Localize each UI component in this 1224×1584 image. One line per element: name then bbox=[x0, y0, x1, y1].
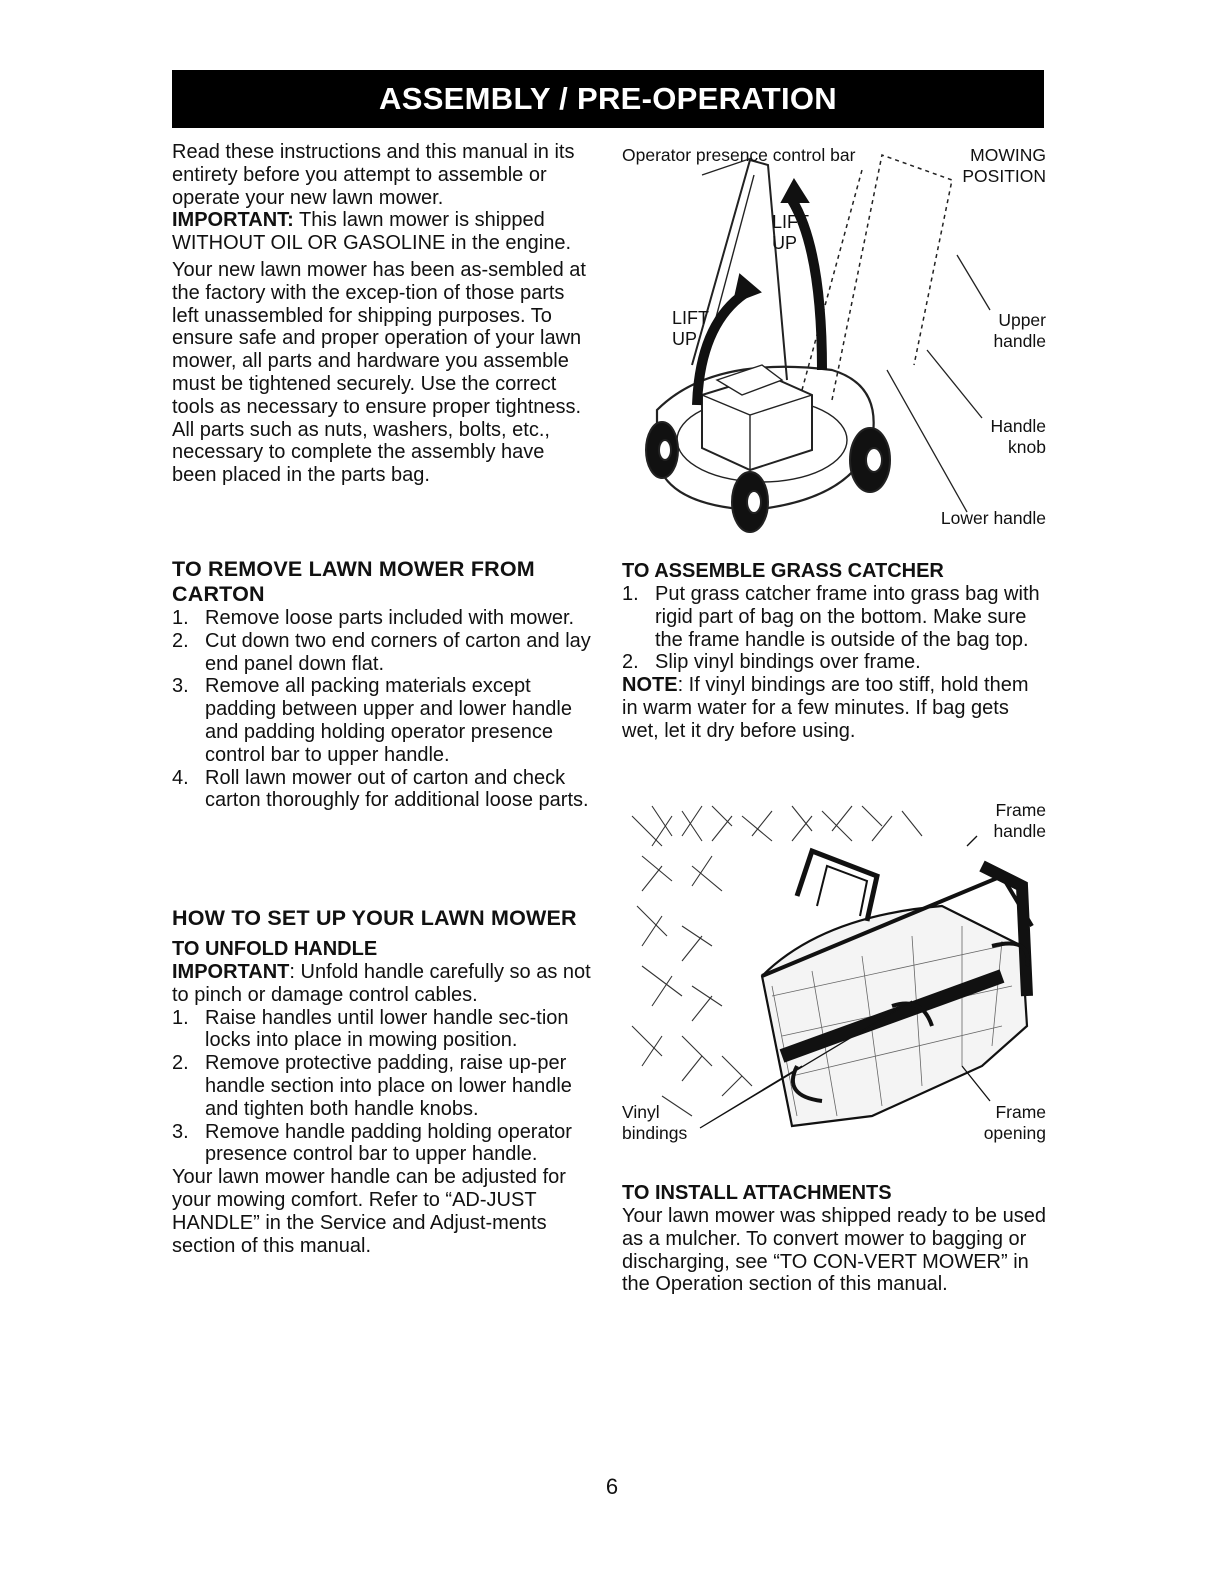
step-text: Remove loose parts included with mower. bbox=[205, 607, 575, 629]
step-item bbox=[172, 1007, 592, 1053]
step-text: Roll lawn mower out of carton and check carton thoroughly for additional loose parts. bbox=[205, 766, 589, 812]
mowing-position-label: MOWING POSITION bbox=[962, 145, 1046, 186]
intro-block bbox=[172, 141, 592, 487]
grass-catcher-illustration bbox=[622, 796, 1046, 1148]
setup-section bbox=[172, 906, 592, 1257]
important-label: IMPORTANT: bbox=[172, 209, 294, 232]
note-text: : If vinyl bindings are too stiff, hold them in warm water for a few minutes. If bag gets wet, let it dry before using. bbox=[622, 674, 1029, 742]
step-text: Put grass catcher frame into grass bag with rigid part of bag on the bottom. Make sure the frame handle is outside of the bag top. bbox=[655, 583, 1040, 651]
setup-section-title: HOW TO SET UP YOUR LAWN MOWER bbox=[172, 906, 577, 930]
note-label: NOTE bbox=[622, 674, 678, 697]
remove-steps-list bbox=[172, 607, 592, 812]
setup-important-text: : Unfold handle carefully so as not to pinch or damage control cables. bbox=[172, 961, 591, 1006]
step-number: 1. bbox=[622, 583, 639, 605]
step-number: 2. bbox=[172, 1052, 189, 1075]
important-paragraph bbox=[172, 209, 592, 255]
handle-knob-label: Handle knob bbox=[990, 416, 1046, 457]
unfold-handle-subtitle: TO UNFOLD HANDLE bbox=[172, 938, 378, 960]
setup-closing-paragraph: Your lawn mower handle can be adjusted for your mowing comfort. Refer to “AD-JUST HANDLE” in the Service and Adjust-ments section of this manual. bbox=[172, 1166, 566, 1257]
step-item bbox=[622, 651, 1046, 674]
step-item bbox=[172, 607, 592, 630]
step-number: 1. bbox=[172, 1006, 189, 1029]
grass-section bbox=[622, 559, 1046, 743]
intro-paragraph: Read these instructions and this manual in its entirety before you attempt to assemble or operate your new lawn mower. bbox=[172, 141, 575, 209]
step-number: 4. bbox=[172, 766, 189, 789]
step-number: 1. bbox=[172, 607, 189, 629]
remove-section bbox=[172, 557, 592, 812]
important-text: This lawn mower is shipped WITHOUT OIL OR GASOLINE in the engine. bbox=[172, 209, 572, 255]
step-item bbox=[172, 630, 592, 676]
grass-section-title: TO ASSEMBLE GRASS CATCHER bbox=[622, 560, 944, 582]
grass-steps-list bbox=[622, 583, 1046, 674]
frame-handle-label: Frame handle bbox=[993, 800, 1046, 841]
step-item bbox=[172, 675, 592, 766]
attachments-paragraph: Your lawn mower was shipped ready to be used as a mulcher. To convert mower to bagging or discharging, see “TO CON-VERT MOWER” in the Operation section of this manual. bbox=[622, 1205, 1046, 1296]
step-item bbox=[172, 767, 592, 813]
grass-note-paragraph bbox=[622, 674, 1046, 742]
step-item bbox=[622, 583, 1046, 651]
frame-opening-label: Frame opening bbox=[983, 1102, 1046, 1143]
upper-handle-label: Upper handle bbox=[993, 310, 1046, 351]
step-item bbox=[172, 1052, 592, 1120]
attachments-section bbox=[622, 1181, 1046, 1296]
remove-section-title: TO REMOVE LAWN MOWER FROM CARTON bbox=[172, 557, 535, 606]
step-number: 3. bbox=[172, 1120, 189, 1143]
step-text: Slip vinyl bindings over frame. bbox=[655, 651, 921, 674]
page-title: ASSEMBLY / PRE-OPERATION bbox=[379, 81, 837, 116]
page-title-bar bbox=[172, 70, 1044, 128]
mower-handle-figure bbox=[622, 140, 1046, 540]
attachments-section-title: TO INSTALL ATTACHMENTS bbox=[622, 1182, 892, 1204]
step-text: Remove all packing materials except padding between upper and lower handle and padding holding operator presence control bar to upper handle. bbox=[205, 675, 572, 766]
assembly-paragraph: Your new lawn mower has been as-sembled at the factory with the excep-tion of those parts left unassembled for shipping purposes. To ensure safe and proper operation of your lawn mower, all parts and hardware you assemble must be tightened securely. Use the correct tools as necessary to ensure proper tightness. All parts such as nuts, washers, bolts, etc., necessary to complete the assembly have been placed in the parts bag. bbox=[172, 258, 586, 487]
step-number: 2. bbox=[622, 651, 639, 674]
vinyl-bindings-label: Vinyl bindings bbox=[622, 1102, 688, 1143]
step-number: 3. bbox=[172, 675, 189, 698]
step-text: Raise handles until lower handle sec-tion locks into place in mowing position. bbox=[205, 1006, 569, 1052]
step-number: 2. bbox=[172, 629, 189, 652]
lift-up-top-label: LIFT UP bbox=[772, 212, 809, 253]
step-text: Cut down two end corners of carton and lay end panel down flat. bbox=[205, 629, 591, 675]
step-item bbox=[172, 1121, 592, 1167]
grass-catcher-figure bbox=[622, 796, 1046, 1148]
page-number: 6 bbox=[605, 1474, 619, 1499]
operator-presence-label: Operator presence control bar bbox=[622, 145, 856, 165]
setup-steps-list bbox=[172, 1007, 592, 1167]
setup-important-paragraph bbox=[172, 961, 592, 1007]
step-text: Remove protective padding, raise up-per handle section into place on lower handle and tighten both handle knobs. bbox=[205, 1052, 572, 1120]
step-text: Remove handle padding holding operator presence control bar to upper handle. bbox=[205, 1120, 572, 1166]
setup-important-label: IMPORTANT bbox=[172, 961, 290, 983]
lift-up-left-label: LIFT UP bbox=[672, 308, 709, 349]
lower-handle-label: Lower handle bbox=[940, 508, 1046, 528]
